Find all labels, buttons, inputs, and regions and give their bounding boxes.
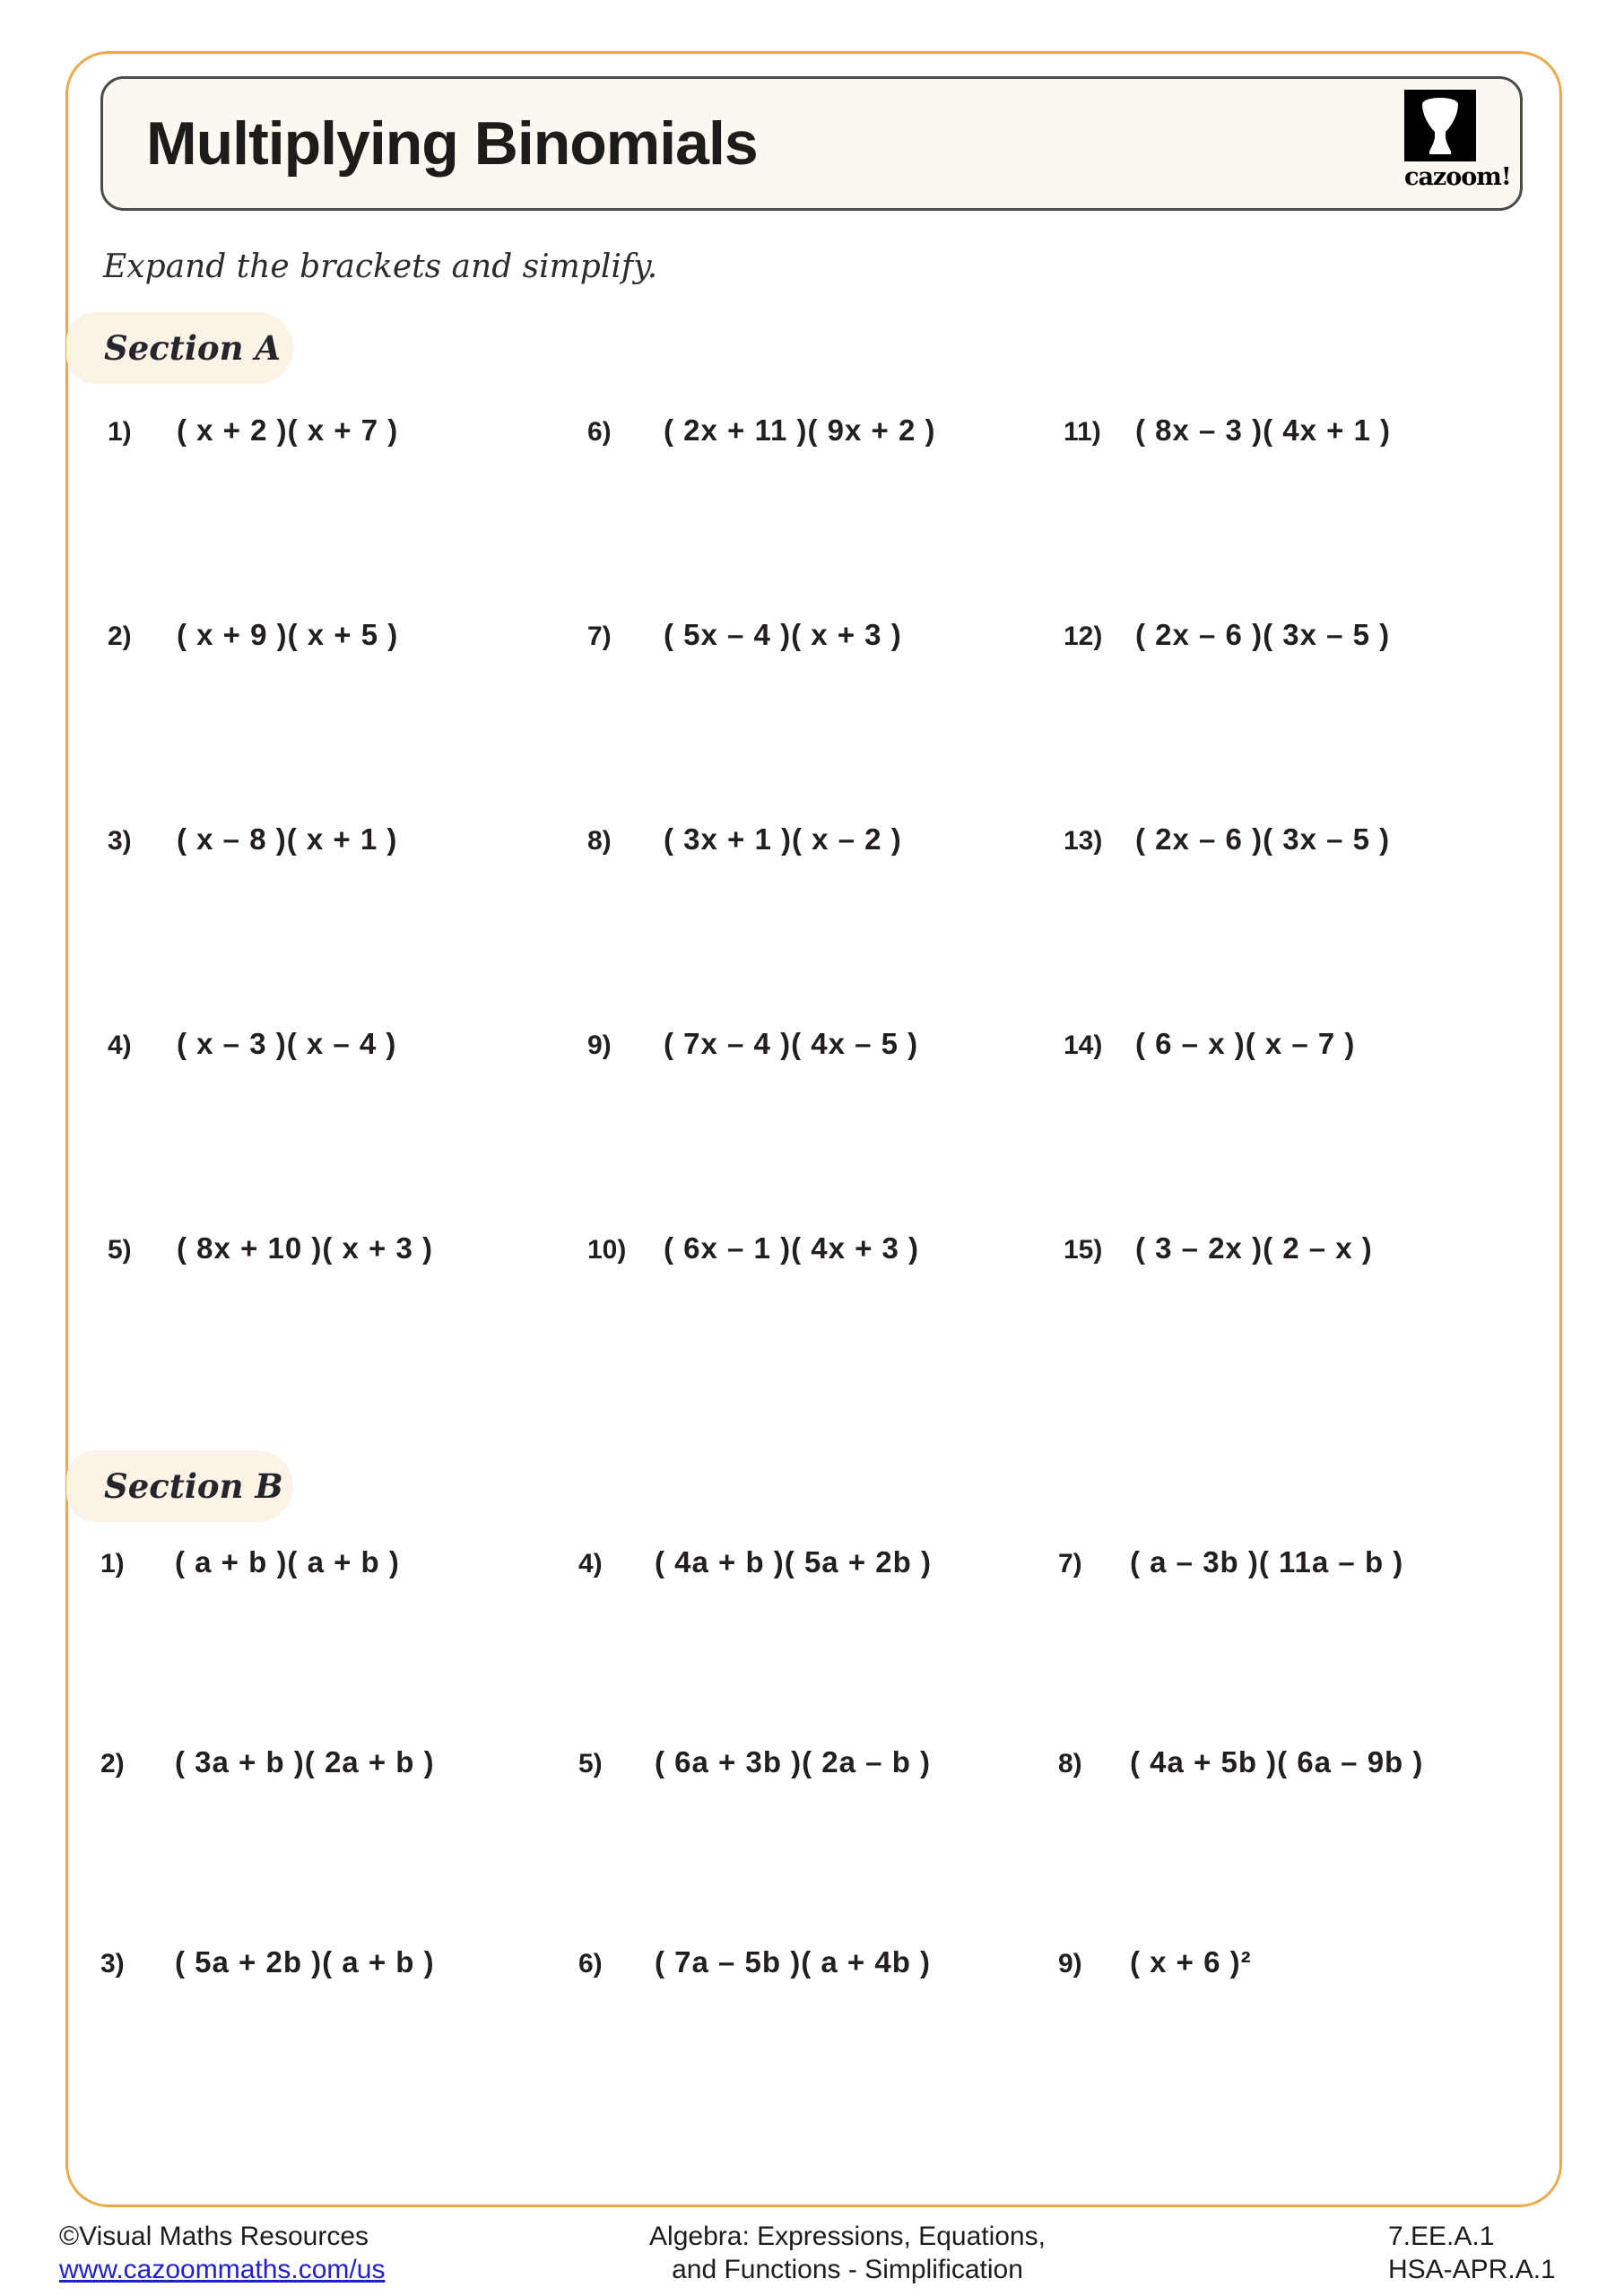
problem-number: 7) [1058,1549,1082,1578]
problem-expression: ( 2x – 6 )( 3x – 5 ) [1135,618,1391,651]
problem-expression: ( 8x + 10 )( x + 3 ) [177,1231,433,1265]
page-border-frame [65,51,1562,2207]
problem-number: 2) [100,1749,125,1779]
problem-expression: ( 4a + b )( 5a + 2b ) [655,1545,932,1578]
standard-code-1: 7.EE.A.1 [1388,2222,1495,2251]
problem-expression: ( 4a + 5b )( 6a – 9b ) [1130,1745,1424,1779]
problem-number: 6) [587,417,612,447]
topic-line-2: and Functions - Simplification [672,2255,1023,2284]
problem-number: 5) [108,1235,132,1265]
problem-b-9 [1058,1945,1252,1979]
problem-number: 12) [1064,622,1103,651]
problem-expression: ( 7x – 4 )( 4x – 5 ) [664,1027,919,1060]
problem-expression: ( 3 – 2x )( 2 – x ) [1135,1231,1373,1265]
problem-number: 13) [1064,826,1103,856]
problem-a-11 [1064,413,1391,448]
problem-b-2 [100,1745,435,1779]
problem-number: 10) [587,1235,627,1265]
section-b-header [66,1450,293,1522]
standard-code-2: HSA-APR.A.1 [1388,2255,1556,2284]
problem-expression: ( a + b )( a + b ) [175,1545,400,1578]
problem-b-3 [100,1945,435,1979]
section-a-header [66,312,293,384]
section-b-label: Section B [104,1466,283,1506]
problem-a-13 [1064,822,1390,857]
problem-expression: ( 3a + b )( 2a + b ) [175,1745,435,1779]
page-title: Multiplying Binomials [146,109,758,178]
problem-expression: ( 3x + 1 )( x – 2 ) [664,822,902,856]
problem-a-2 [108,618,398,652]
problem-number: 6) [578,1949,603,1979]
problem-number: 3) [108,826,132,856]
problem-expression: ( 8x – 3 )( 4x + 1 ) [1135,413,1392,447]
problem-a-9 [587,1027,918,1061]
title-box [100,76,1523,211]
problem-expression: ( x + 9 )( x + 5 ) [177,618,399,651]
problem-a-1 [108,413,398,448]
problem-expression: ( 6x – 1 )( 4x + 3 ) [664,1231,920,1265]
problem-number: 9) [1058,1949,1082,1979]
problem-b-4 [578,1545,932,1579]
problem-expression: ( 5x – 4 )( x + 3 ) [664,618,902,651]
problem-b-1 [100,1545,400,1579]
problem-b-5 [578,1745,931,1779]
problem-expression: ( 2x – 6 )( 3x – 5 ) [1135,822,1391,856]
problem-expression: ( 6a + 3b )( 2a – b ) [655,1745,932,1779]
problem-a-8 [587,822,902,857]
problem-number: 1) [108,417,132,447]
problem-a-10 [587,1231,919,1265]
problem-number: 4) [108,1031,132,1060]
problem-expression: ( 6 – x )( x – 7 ) [1135,1027,1356,1060]
topic-line-1: Algebra: Expressions, Equations, [649,2222,1046,2251]
copyright-text: ©Visual Maths Resources [59,2222,369,2251]
problem-number: 5) [578,1749,603,1779]
problem-expression: ( x – 3 )( x – 4 ) [177,1027,397,1060]
problem-expression: ( 2x + 11 )( 9x + 2 ) [664,413,936,447]
problem-a-5 [108,1231,433,1265]
problem-a-14 [1064,1027,1355,1061]
problem-number: 14) [1064,1031,1103,1060]
problem-expression: ( x – 8 )( x + 1 ) [177,822,398,856]
cazoom-logo [1404,90,1511,191]
problem-number: 9) [587,1031,612,1060]
problem-a-15 [1064,1231,1373,1265]
cazoom-drum-icon [1404,90,1476,161]
problem-expression: ( 7a – 5b )( a + 4b ) [655,1945,932,1979]
section-a-label: Section A [104,328,282,368]
instruction-text: Expand the brackets and simplify. [103,248,658,285]
problem-a-6 [587,413,936,448]
problem-expression: ( 5a + 2b )( a + b ) [175,1945,435,1979]
problem-number: 7) [587,622,612,651]
problem-a-3 [108,822,397,857]
problem-b-7 [1058,1545,1403,1579]
problem-b-8 [1058,1745,1423,1779]
problem-b-6 [578,1945,931,1979]
problem-number: 8) [1058,1749,1082,1779]
problem-expression: ( x + 2 )( x + 7 ) [177,413,399,447]
cazoom-logo-text: cazoom! [1404,163,1511,191]
problem-a-7 [587,618,902,652]
problem-expression: ( a – 3b )( 11a – b ) [1130,1545,1404,1578]
problem-number: 3) [100,1949,125,1979]
problem-number: 4) [578,1549,603,1578]
problem-expression: ( x + 6 )² [1130,1945,1252,1979]
problem-a-4 [108,1027,396,1061]
problem-number: 1) [100,1549,125,1578]
problem-a-12 [1064,618,1390,652]
website-link[interactable]: www.cazoommaths.com/us [59,2255,386,2284]
problem-number: 15) [1064,1235,1103,1265]
problem-number: 2) [108,622,132,651]
problem-number: 8) [587,826,612,856]
problem-number: 11) [1064,417,1101,447]
